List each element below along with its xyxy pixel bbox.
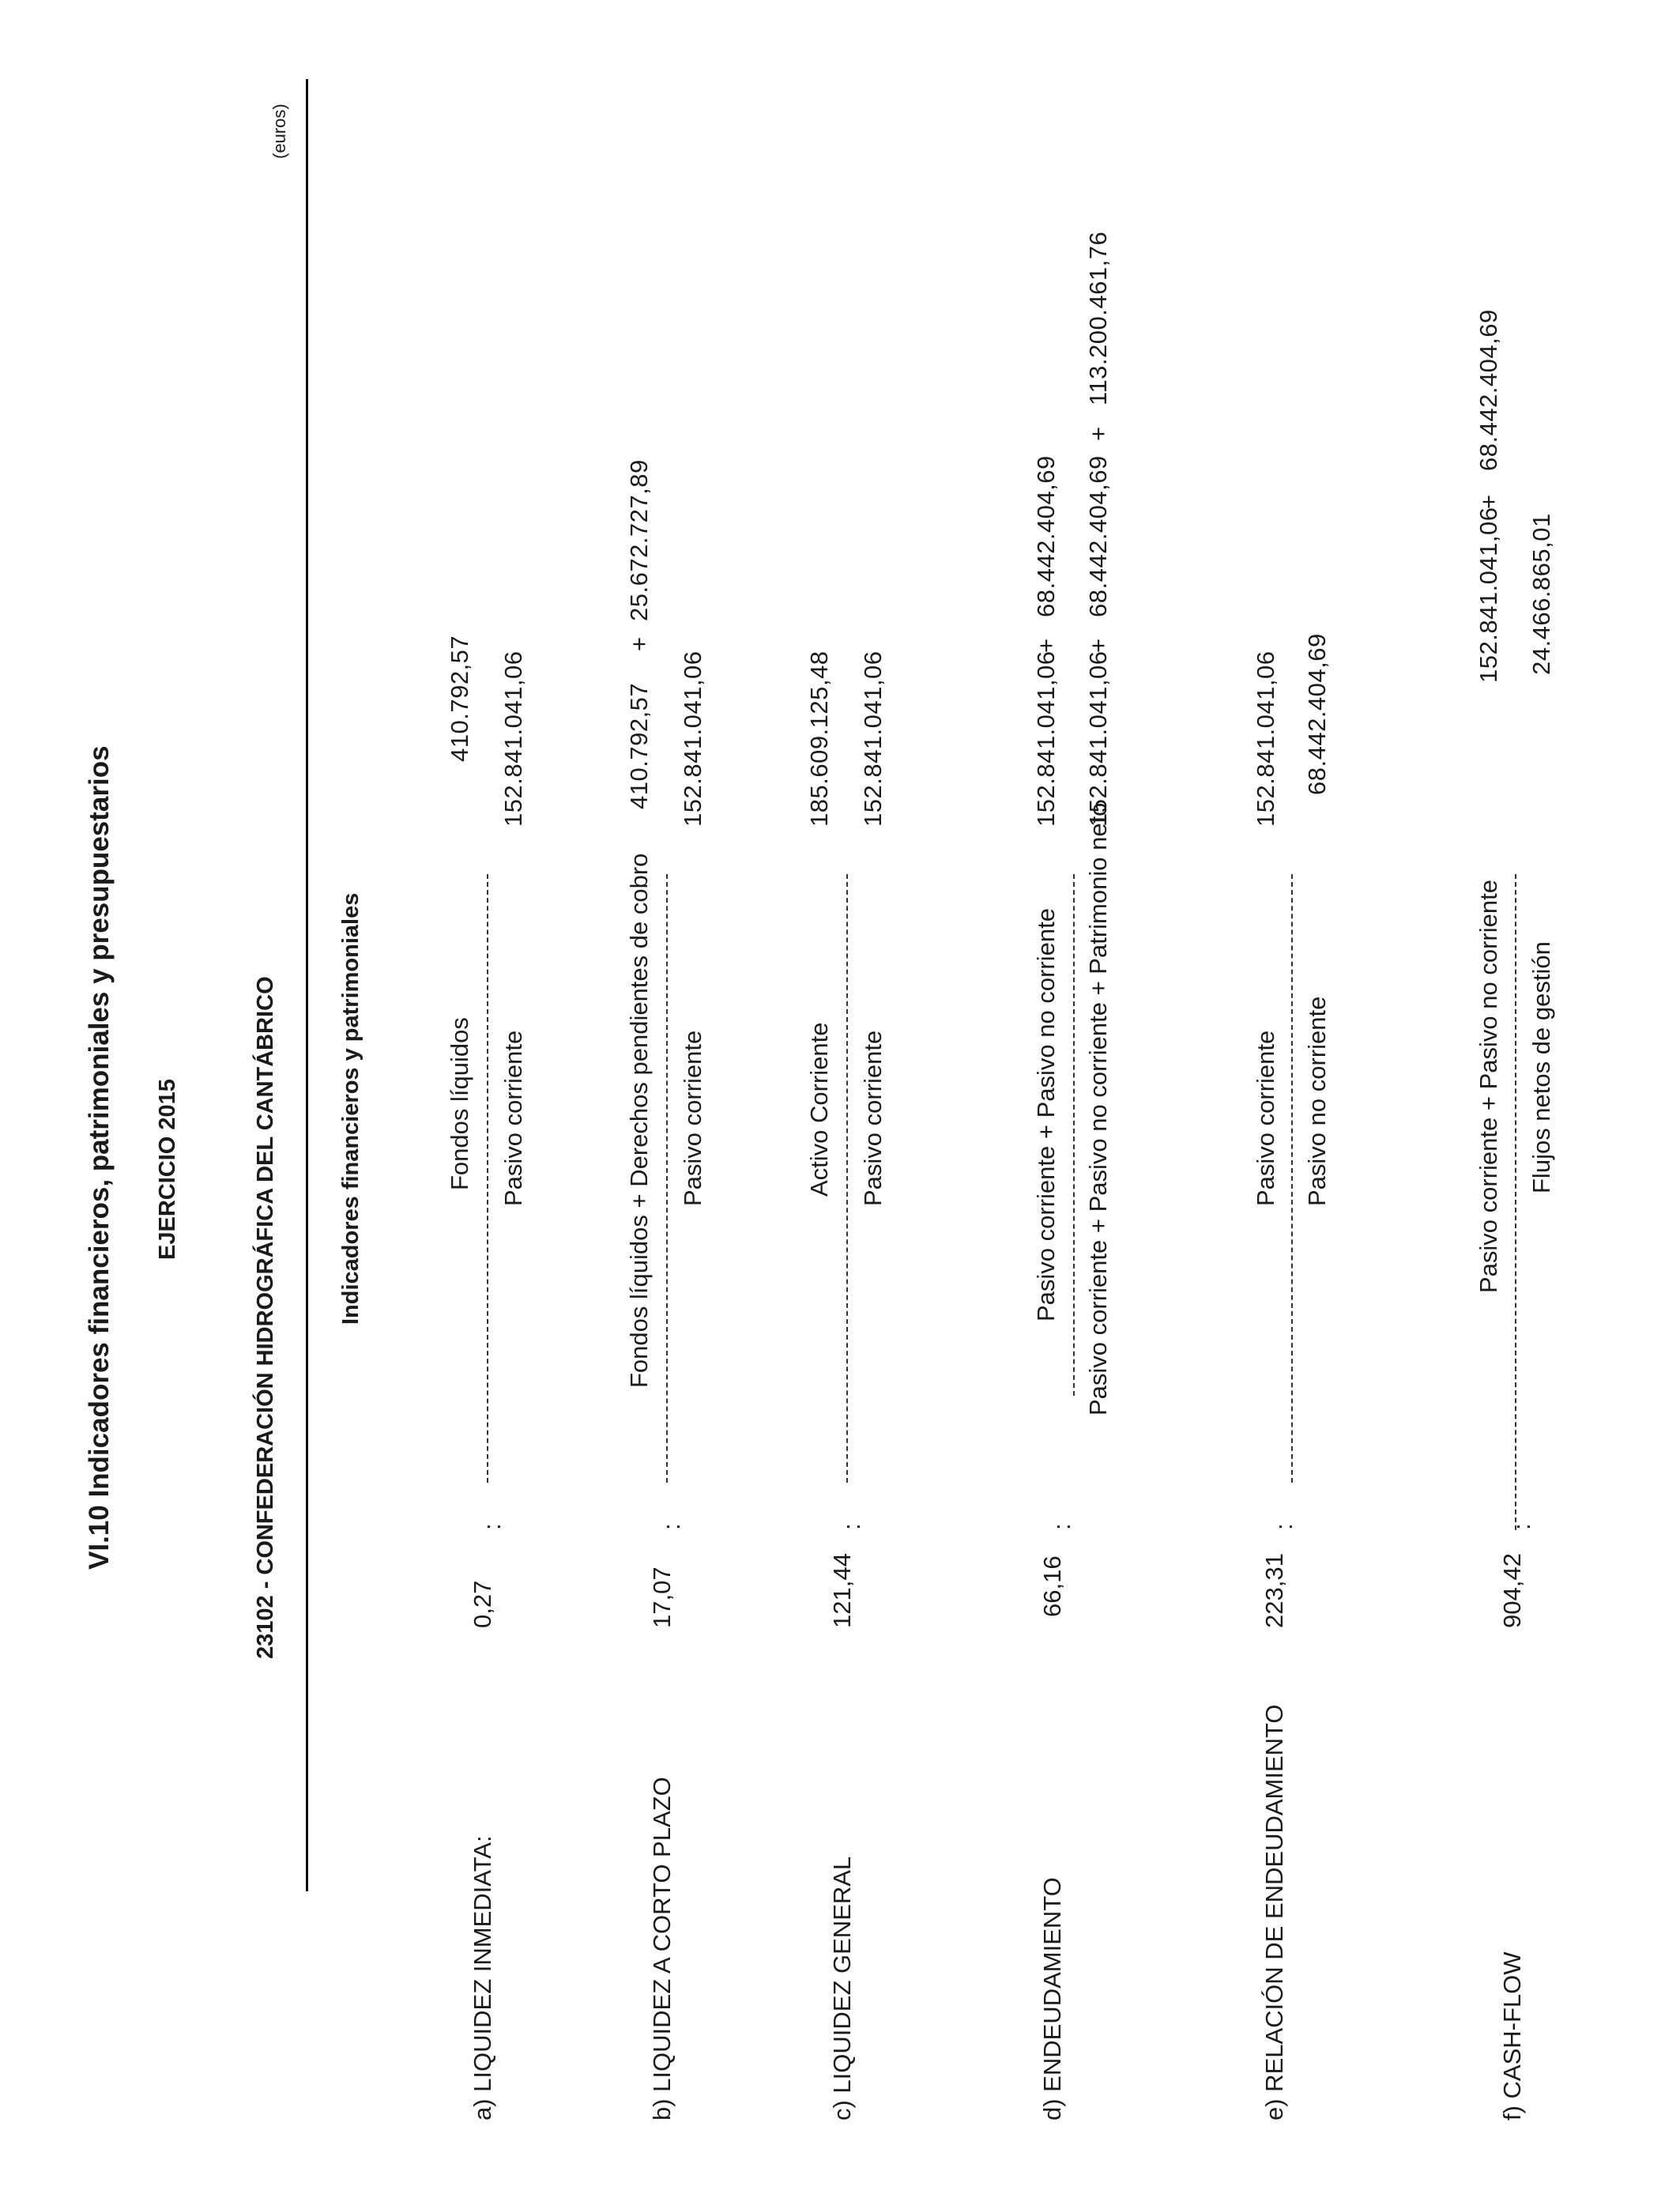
indicator-value: 0,27 (469, 1580, 496, 1628)
numerator-amount: 152.841.041,06 (1032, 650, 1060, 827)
plus-sign: + (1032, 638, 1060, 653)
indicator-colon: : (657, 1523, 685, 1530)
plus-sign: + (1084, 426, 1112, 441)
numerator-amount: 152.841.041,06 (1475, 507, 1502, 683)
numerator-amount: 25.672.727,89 (625, 459, 653, 621)
formula-numerator: Pasivo corriente + Pasivo no corriente (1475, 880, 1502, 1293)
indicator-colon: : (1270, 1523, 1298, 1530)
indicator-colon: : (478, 1523, 506, 1530)
document-title: VI.10 Indicadores financieros, patrimoniales y presupuestarios (84, 745, 115, 1570)
denominator-amount: 152.841.041,06 (679, 650, 706, 827)
fraction-line (1073, 874, 1075, 1396)
numerator-amount: 410.792,57 (625, 682, 653, 809)
indicator-colon: : (1508, 1523, 1535, 1530)
numerator-amount: 68.442.404,69 (1475, 309, 1502, 471)
denominator-amount: 152.841.041,06 (499, 650, 527, 827)
units-note: (euros) (269, 104, 289, 159)
formula-numerator: Pasivo corriente + Pasivo no corriente (1032, 908, 1060, 1321)
denominator-amount: 113.200.461,76 (1084, 231, 1112, 405)
formula-numerator: Activo Corriente (805, 1022, 833, 1197)
fraction-line (1291, 874, 1293, 1483)
indicator-label: d) ENDEUDAMIENTO (1038, 1877, 1066, 2120)
indicator-value: 17,07 (648, 1566, 676, 1628)
numerator-amount: 68.442.404,69 (1032, 455, 1060, 617)
fiscal-year: EJERCICIO 2015 (155, 1079, 180, 1260)
denominator-amount: 68.442.404,69 (1303, 633, 1331, 795)
plus-sign: + (1475, 494, 1502, 509)
formula-denominator: Pasivo no corriente (1303, 996, 1331, 1206)
header-rule (306, 79, 308, 1891)
denominator-amount: 152.841.041,06 (859, 650, 887, 827)
denominator-amount: 152.841.041,06 (1084, 650, 1112, 827)
plus-sign: + (1084, 638, 1112, 653)
fraction-line (487, 874, 488, 1483)
numerator-amount: 410.792,57 (446, 635, 473, 762)
indicator-label: a) LIQUIDEZ INMEDIATA: (469, 1835, 496, 2120)
indicator-label: f) CASH-FLOW (1498, 1951, 1526, 2120)
formula-numerator: Fondos líquidos (446, 1017, 473, 1190)
indicator-label: e) RELACIÓN DE ENDEUDAMIENTO (1260, 1704, 1288, 2120)
indicator-value: 904,42 (1498, 1553, 1526, 1628)
indicator-value: 121,44 (828, 1553, 856, 1628)
entity-name: 23102 - CONFEDERACIÓN HIDROGRÁFICA DEL CANTÁBRICO (253, 976, 278, 1659)
formula-denominator: Pasivo corriente (499, 1030, 527, 1206)
formula-denominator: Flujos netos de gestión (1527, 941, 1555, 1193)
numerator-amount: 185.609.125,48 (805, 650, 833, 827)
section-title: Indicadores financieros y patrimoniales (338, 892, 363, 1325)
fraction-line (846, 874, 848, 1483)
indicator-value: 66,16 (1038, 1555, 1066, 1617)
formula-numerator: Fondos líquidos + Derechos pendientes de cobro (625, 853, 653, 1388)
indicator-colon: : (1048, 1523, 1075, 1530)
fraction-line (1515, 874, 1516, 1530)
plus-sign: + (625, 636, 653, 651)
denominator-amount: 24.466.865,01 (1527, 513, 1555, 675)
indicator-label: b) LIQUIDEZ A CORTO PLAZO (648, 1777, 676, 2120)
fraction-line (666, 874, 668, 1483)
denominator-amount: 68.442.404,69 (1084, 455, 1112, 617)
formula-denominator: Pasivo corriente (859, 1030, 887, 1206)
indicator-colon: : (838, 1523, 865, 1530)
formula-numerator: Pasivo corriente (1252, 1030, 1279, 1206)
numerator-amount: 152.841.041,06 (1252, 650, 1279, 827)
indicator-label: c) LIQUIDEZ GENERAL (828, 1856, 856, 2120)
formula-denominator: Pasivo corriente (679, 1030, 706, 1206)
indicator-value: 223,31 (1260, 1553, 1288, 1628)
formula-denominator: Pasivo corriente + Pasivo no corriente + Patrimonio neto (1084, 802, 1112, 1416)
